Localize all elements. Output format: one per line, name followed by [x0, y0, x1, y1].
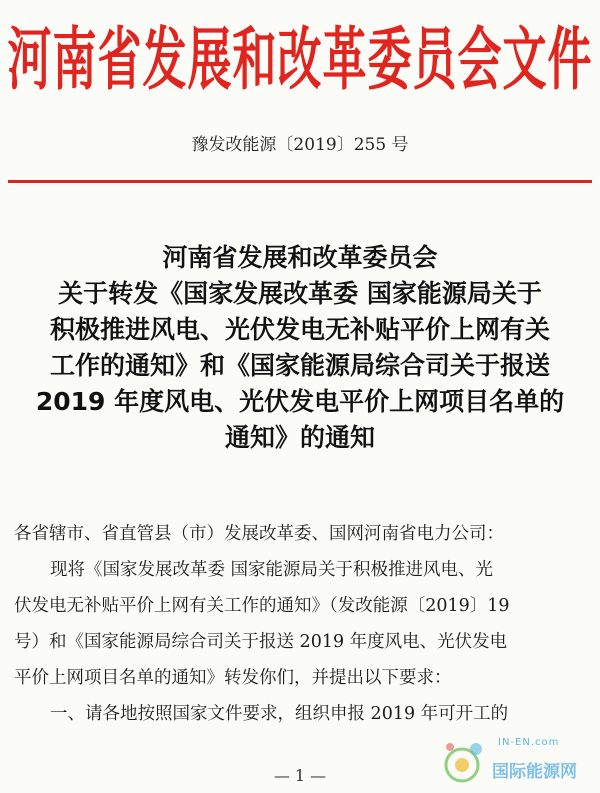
- body-line: 一、请各地按照国家文件要求，组织申报 2019 年可开工的: [50, 704, 509, 724]
- title-line: 河南省发展和改革委员会: [162, 243, 438, 272]
- title-line: 工作的通知》和《国家能源局综合司关于报送: [49, 351, 550, 380]
- body-line: 号）和《国家能源局综合司关于报送 2019 年度风电、光伏发电: [14, 632, 508, 652]
- salutation-line: 各省辖市、省直管县（市）发展改革委、国网河南省电力公司：: [14, 524, 504, 544]
- watermark-brand: 国际能源网: [492, 762, 577, 782]
- agency-masthead: 河南省发展和改革委员会文件: [7, 21, 593, 101]
- body-line: 平价上网项目名单的通知》转发你们，并提出以下要求：: [14, 668, 452, 688]
- watermark: [440, 735, 590, 787]
- watermark-domain: IN-EN.com: [498, 737, 560, 748]
- body-line: 伏发电无补贴平价上网有关工作的通知》（发改能源〔2019〕19: [14, 596, 510, 616]
- document-title: [0, 240, 600, 456]
- page-number: — 1 —: [273, 766, 327, 785]
- title-line: 2019 年度风电、光伏发电平价上网项目名单的: [35, 387, 565, 416]
- document-body: [14, 516, 592, 732]
- red-divider-line: [8, 180, 592, 183]
- body-line: 现将《国家发展改革委 国家能源局关于积极推进风电、光: [50, 560, 494, 580]
- document-number: 豫发改能源〔2019〕255 号: [191, 135, 409, 155]
- watermark-logo-icon: [440, 735, 492, 785]
- title-line: 积极推进风电、光伏发电无补贴平价上网有关: [49, 315, 550, 344]
- title-line: 通知》的通知: [224, 423, 375, 452]
- title-line: 关于转发《国家发展改革委 国家能源局关于: [58, 279, 542, 308]
